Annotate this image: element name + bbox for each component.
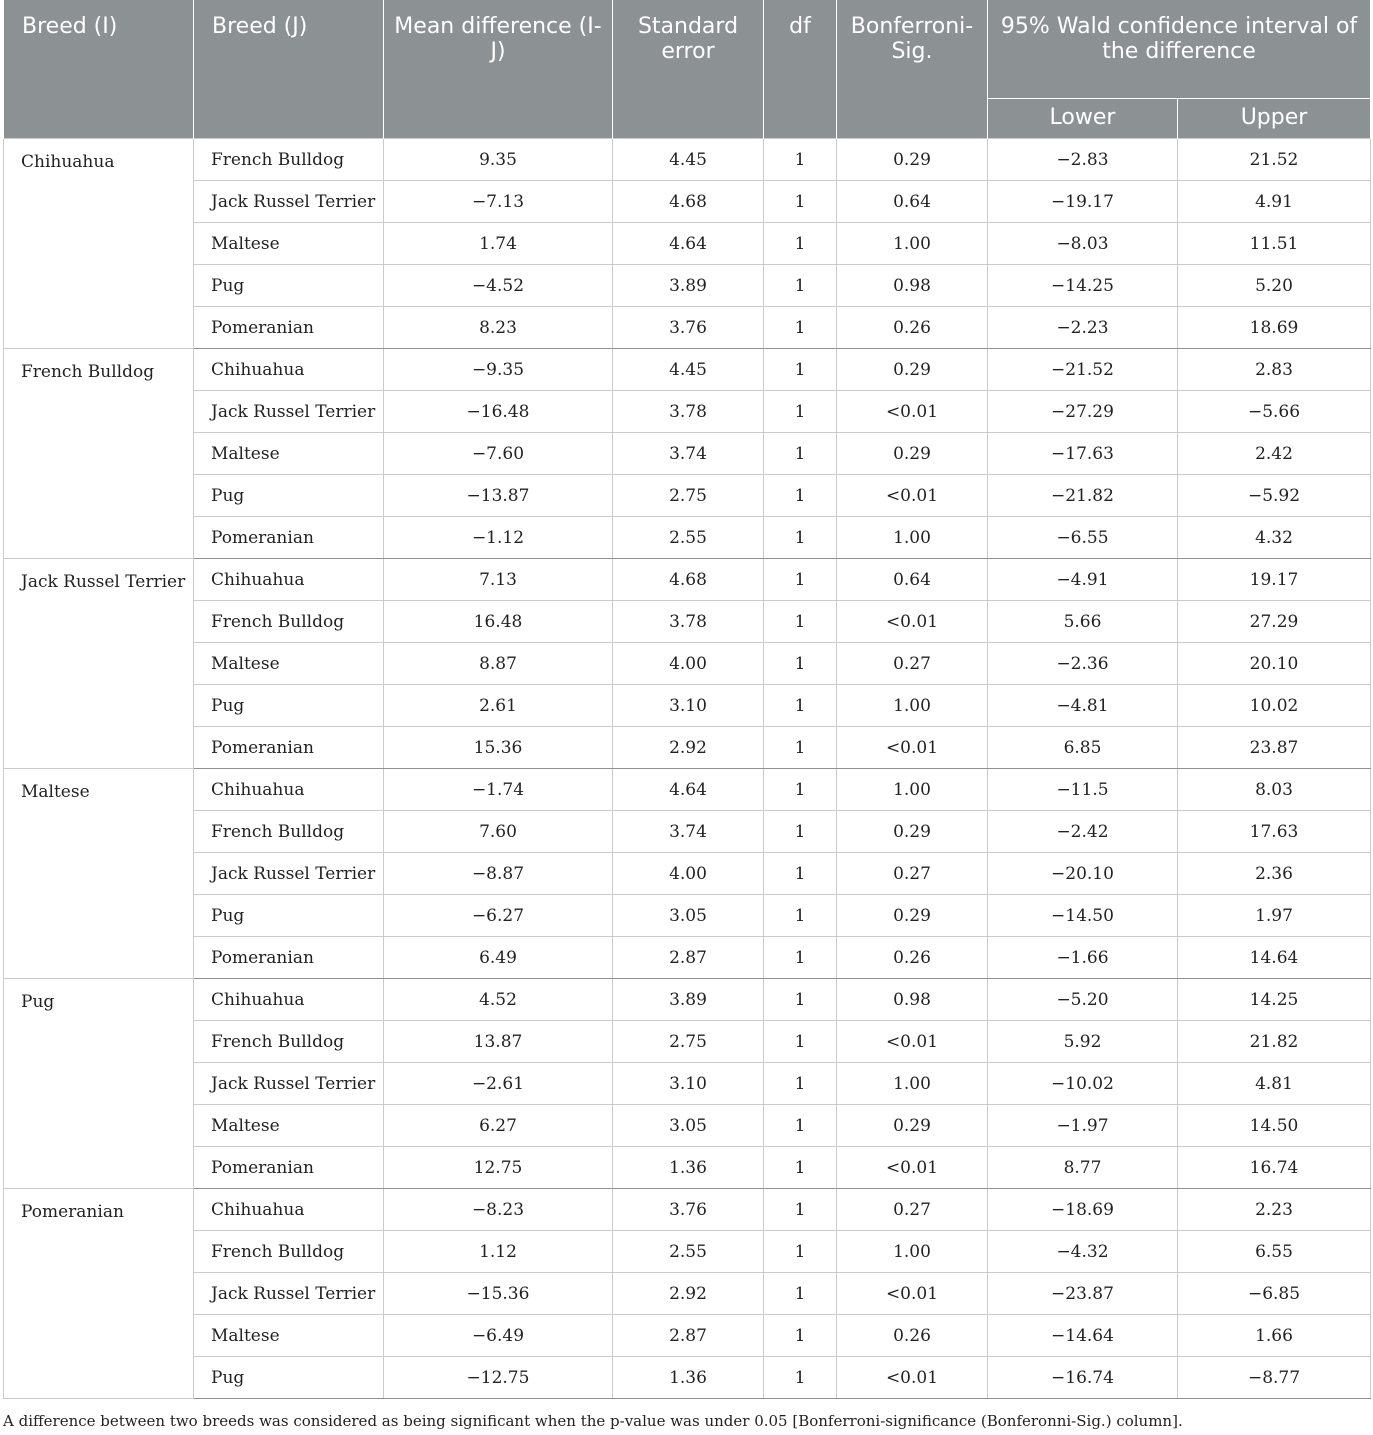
- df-cell: 1: [764, 517, 837, 559]
- table-body: [4, 139, 1371, 1399]
- breed-j-cell: French Bulldog: [194, 139, 384, 181]
- table-row: [4, 769, 1371, 811]
- breed-j-cell: Pug: [194, 895, 384, 937]
- bonferroni-sig-cell: 0.26: [837, 937, 988, 979]
- bonferroni-sig-cell: 0.29: [837, 1105, 988, 1147]
- bonferroni-sig-cell: <0.01: [837, 391, 988, 433]
- ci-upper-cell: 11.51: [1178, 223, 1371, 265]
- df-cell: 1: [764, 307, 837, 349]
- bonferroni-sig-cell: 0.29: [837, 139, 988, 181]
- standard-error-cell: 3.10: [613, 685, 764, 727]
- df-cell: 1: [764, 895, 837, 937]
- bonferroni-sig-cell: 1.00: [837, 1063, 988, 1105]
- ci-lower-cell: −20.10: [988, 853, 1178, 895]
- bonferroni-sig-cell: 0.29: [837, 349, 988, 391]
- ci-upper-cell: 2.23: [1178, 1189, 1371, 1231]
- mean-difference-cell: −9.35: [384, 349, 613, 391]
- table-row: [4, 811, 1371, 853]
- standard-error-cell: 2.75: [613, 1021, 764, 1063]
- bonferroni-sig-cell: 1.00: [837, 769, 988, 811]
- breed-j-cell: Chihuahua: [194, 559, 384, 601]
- ci-lower-cell: −8.03: [988, 223, 1178, 265]
- standard-error-cell: 3.89: [613, 265, 764, 307]
- ci-upper-cell: 2.83: [1178, 349, 1371, 391]
- mean-difference-cell: 8.87: [384, 643, 613, 685]
- header-upper: Upper: [1178, 99, 1371, 139]
- ci-upper-cell: 21.52: [1178, 139, 1371, 181]
- breed-j-cell: Jack Russel Terrier: [194, 1063, 384, 1105]
- table-row: [4, 475, 1371, 517]
- table-row: [4, 181, 1371, 223]
- ci-upper-cell: 14.64: [1178, 937, 1371, 979]
- ci-upper-cell: 21.82: [1178, 1021, 1371, 1063]
- breed-j-cell: Pomeranian: [194, 307, 384, 349]
- standard-error-cell: 1.36: [613, 1357, 764, 1399]
- df-cell: 1: [764, 559, 837, 601]
- header-breed-i: Breed (I): [4, 0, 194, 139]
- ci-lower-cell: 5.66: [988, 601, 1178, 643]
- df-cell: 1: [764, 475, 837, 517]
- standard-error-cell: 4.00: [613, 853, 764, 895]
- df-cell: 1: [764, 727, 837, 769]
- breed-j-cell: Jack Russel Terrier: [194, 391, 384, 433]
- mean-difference-cell: −13.87: [384, 475, 613, 517]
- table-row: [4, 265, 1371, 307]
- df-cell: 1: [764, 1147, 837, 1189]
- mean-difference-cell: 1.74: [384, 223, 613, 265]
- ci-upper-cell: 18.69: [1178, 307, 1371, 349]
- standard-error-cell: 2.75: [613, 475, 764, 517]
- ci-upper-cell: 5.20: [1178, 265, 1371, 307]
- standard-error-cell: 4.45: [613, 349, 764, 391]
- standard-error-cell: 3.78: [613, 601, 764, 643]
- table-row: [4, 727, 1371, 769]
- bonferroni-sig-cell: 0.29: [837, 811, 988, 853]
- mean-difference-cell: −6.27: [384, 895, 613, 937]
- breed-j-cell: Maltese: [194, 1105, 384, 1147]
- breed-j-cell: French Bulldog: [194, 811, 384, 853]
- standard-error-cell: 2.87: [613, 1315, 764, 1357]
- ci-upper-cell: 8.03: [1178, 769, 1371, 811]
- table-row: [4, 1273, 1371, 1315]
- ci-lower-cell: −21.82: [988, 475, 1178, 517]
- mean-difference-cell: −7.13: [384, 181, 613, 223]
- bonferroni-sig-cell: 0.29: [837, 433, 988, 475]
- breed-i-cell: Jack Russel Terrier: [4, 559, 194, 769]
- standard-error-cell: 3.05: [613, 1105, 764, 1147]
- mean-difference-cell: 7.13: [384, 559, 613, 601]
- ci-upper-cell: 23.87: [1178, 727, 1371, 769]
- table-row: [4, 307, 1371, 349]
- standard-error-cell: 4.64: [613, 223, 764, 265]
- ci-lower-cell: −1.97: [988, 1105, 1178, 1147]
- mean-difference-cell: 4.52: [384, 979, 613, 1021]
- mean-difference-cell: 8.23: [384, 307, 613, 349]
- table-row: [4, 391, 1371, 433]
- mean-difference-cell: −4.52: [384, 265, 613, 307]
- bonferroni-sig-cell: 0.98: [837, 265, 988, 307]
- ci-upper-cell: 10.02: [1178, 685, 1371, 727]
- bonferroni-sig-cell: <0.01: [837, 601, 988, 643]
- table-row: [4, 349, 1371, 391]
- ci-lower-cell: −19.17: [988, 181, 1178, 223]
- bonferroni-sig-cell: 0.27: [837, 643, 988, 685]
- standard-error-cell: 3.78: [613, 391, 764, 433]
- ci-upper-cell: 16.74: [1178, 1147, 1371, 1189]
- bonferroni-sig-cell: <0.01: [837, 1147, 988, 1189]
- breed-j-cell: Pomeranian: [194, 727, 384, 769]
- breed-j-cell: Chihuahua: [194, 769, 384, 811]
- mean-difference-cell: −8.23: [384, 1189, 613, 1231]
- breed-j-cell: French Bulldog: [194, 1231, 384, 1273]
- ci-lower-cell: −4.91: [988, 559, 1178, 601]
- df-cell: 1: [764, 1189, 837, 1231]
- mean-difference-cell: 16.48: [384, 601, 613, 643]
- df-cell: 1: [764, 1021, 837, 1063]
- ci-lower-cell: 6.85: [988, 727, 1178, 769]
- df-cell: 1: [764, 601, 837, 643]
- df-cell: 1: [764, 391, 837, 433]
- mean-difference-cell: 6.49: [384, 937, 613, 979]
- table-row: [4, 643, 1371, 685]
- ci-upper-cell: 27.29: [1178, 601, 1371, 643]
- bonferroni-sig-cell: 0.64: [837, 181, 988, 223]
- ci-upper-cell: 14.25: [1178, 979, 1371, 1021]
- breed-j-cell: Maltese: [194, 1315, 384, 1357]
- ci-upper-cell: 19.17: [1178, 559, 1371, 601]
- ci-lower-cell: −5.20: [988, 979, 1178, 1021]
- breed-j-cell: Pug: [194, 1357, 384, 1399]
- header-mean-difference: Mean difference (I-J): [384, 0, 613, 139]
- ci-upper-cell: 14.50: [1178, 1105, 1371, 1147]
- ci-lower-cell: −2.36: [988, 643, 1178, 685]
- breed-j-cell: Maltese: [194, 643, 384, 685]
- breed-j-cell: Pomeranian: [194, 517, 384, 559]
- standard-error-cell: 3.05: [613, 895, 764, 937]
- standard-error-cell: 2.55: [613, 517, 764, 559]
- breed-j-cell: Jack Russel Terrier: [194, 181, 384, 223]
- df-cell: 1: [764, 685, 837, 727]
- df-cell: 1: [764, 1105, 837, 1147]
- ci-upper-cell: 2.36: [1178, 853, 1371, 895]
- table-header: [4, 0, 1371, 139]
- table-row: [4, 1147, 1371, 1189]
- ci-lower-cell: −17.63: [988, 433, 1178, 475]
- header-standard-error: Standard error: [613, 0, 764, 139]
- bonferroni-sig-cell: 0.64: [837, 559, 988, 601]
- ci-lower-cell: −27.29: [988, 391, 1178, 433]
- mean-difference-cell: −2.61: [384, 1063, 613, 1105]
- table-row: [4, 1357, 1371, 1399]
- ci-lower-cell: −2.42: [988, 811, 1178, 853]
- ci-upper-cell: −6.85: [1178, 1273, 1371, 1315]
- header-breed-j: Breed (J): [194, 0, 384, 139]
- ci-upper-cell: 1.97: [1178, 895, 1371, 937]
- mean-difference-cell: 12.75: [384, 1147, 613, 1189]
- df-cell: 1: [764, 811, 837, 853]
- table-row: [4, 1021, 1371, 1063]
- bonferroni-sig-cell: 1.00: [837, 223, 988, 265]
- breed-j-cell: Pomeranian: [194, 1147, 384, 1189]
- df-cell: 1: [764, 1231, 837, 1273]
- ci-lower-cell: −21.52: [988, 349, 1178, 391]
- df-cell: 1: [764, 1063, 837, 1105]
- table-row: [4, 853, 1371, 895]
- df-cell: 1: [764, 769, 837, 811]
- breed-j-cell: Pug: [194, 685, 384, 727]
- table-row: [4, 139, 1371, 181]
- breed-j-cell: Chihuahua: [194, 349, 384, 391]
- breed-j-cell: Maltese: [194, 433, 384, 475]
- standard-error-cell: 3.74: [613, 433, 764, 475]
- mean-difference-cell: −16.48: [384, 391, 613, 433]
- bonferroni-sig-cell: 1.00: [837, 685, 988, 727]
- standard-error-cell: 3.89: [613, 979, 764, 1021]
- bonferroni-sig-cell: <0.01: [837, 727, 988, 769]
- bonferroni-sig-cell: 0.27: [837, 853, 988, 895]
- standard-error-cell: 1.36: [613, 1147, 764, 1189]
- ci-lower-cell: −4.81: [988, 685, 1178, 727]
- ci-lower-cell: −10.02: [988, 1063, 1178, 1105]
- table-row: [4, 1315, 1371, 1357]
- bonferroni-sig-cell: 0.29: [837, 895, 988, 937]
- mean-difference-cell: −8.87: [384, 853, 613, 895]
- standard-error-cell: 3.76: [613, 307, 764, 349]
- df-cell: 1: [764, 979, 837, 1021]
- bonferroni-sig-cell: <0.01: [837, 1021, 988, 1063]
- df-cell: 1: [764, 643, 837, 685]
- ci-lower-cell: −14.64: [988, 1315, 1178, 1357]
- standard-error-cell: 2.87: [613, 937, 764, 979]
- breed-j-cell: French Bulldog: [194, 1021, 384, 1063]
- ci-upper-cell: 2.42: [1178, 433, 1371, 475]
- table-row: [4, 1105, 1371, 1147]
- table-row: [4, 601, 1371, 643]
- breed-j-cell: Pomeranian: [194, 937, 384, 979]
- df-cell: 1: [764, 139, 837, 181]
- mean-difference-cell: 1.12: [384, 1231, 613, 1273]
- breed-i-cell: Pomeranian: [4, 1189, 194, 1399]
- bonferroni-sig-cell: 0.26: [837, 1315, 988, 1357]
- df-cell: 1: [764, 349, 837, 391]
- df-cell: 1: [764, 937, 837, 979]
- ci-lower-cell: −4.32: [988, 1231, 1178, 1273]
- table-row: [4, 223, 1371, 265]
- bonferroni-sig-cell: 1.00: [837, 1231, 988, 1273]
- header-df: df: [764, 0, 837, 139]
- header-confidence-interval: 95% Wald confidence interval of the difference: [988, 0, 1371, 99]
- comparison-table: [3, 0, 1371, 1399]
- ci-lower-cell: −11.5: [988, 769, 1178, 811]
- table-row: [4, 433, 1371, 475]
- table-row: [4, 517, 1371, 559]
- breed-j-cell: Jack Russel Terrier: [194, 853, 384, 895]
- standard-error-cell: 3.74: [613, 811, 764, 853]
- breed-j-cell: Jack Russel Terrier: [194, 1273, 384, 1315]
- bonferroni-sig-cell: 1.00: [837, 517, 988, 559]
- breed-j-cell: Chihuahua: [194, 979, 384, 1021]
- header-lower: Lower: [988, 99, 1178, 139]
- ci-lower-cell: −23.87: [988, 1273, 1178, 1315]
- standard-error-cell: 4.64: [613, 769, 764, 811]
- df-cell: 1: [764, 223, 837, 265]
- mean-difference-cell: −7.60: [384, 433, 613, 475]
- mean-difference-cell: 15.36: [384, 727, 613, 769]
- table-row: [4, 1189, 1371, 1231]
- bonferroni-sig-cell: 0.27: [837, 1189, 988, 1231]
- standard-error-cell: 4.45: [613, 139, 764, 181]
- ci-lower-cell: −14.50: [988, 895, 1178, 937]
- ci-upper-cell: −5.92: [1178, 475, 1371, 517]
- ci-lower-cell: −6.55: [988, 517, 1178, 559]
- header-bonferroni-sig: Bonferroni-Sig.: [837, 0, 988, 139]
- table-row: [4, 685, 1371, 727]
- breed-j-cell: French Bulldog: [194, 601, 384, 643]
- breed-i-cell: Chihuahua: [4, 139, 194, 349]
- breed-i-cell: Pug: [4, 979, 194, 1189]
- standard-error-cell: 3.76: [613, 1189, 764, 1231]
- table-row: [4, 895, 1371, 937]
- bonferroni-sig-cell: <0.01: [837, 475, 988, 517]
- ci-lower-cell: −14.25: [988, 265, 1178, 307]
- table-row: [4, 1063, 1371, 1105]
- ci-lower-cell: 8.77: [988, 1147, 1178, 1189]
- ci-lower-cell: −16.74: [988, 1357, 1178, 1399]
- table-row: [4, 559, 1371, 601]
- mean-difference-cell: 7.60: [384, 811, 613, 853]
- table-row: [4, 937, 1371, 979]
- bonferroni-sig-cell: <0.01: [837, 1273, 988, 1315]
- df-cell: 1: [764, 1315, 837, 1357]
- ci-upper-cell: 4.32: [1178, 517, 1371, 559]
- breed-i-cell: French Bulldog: [4, 349, 194, 559]
- mean-difference-cell: −1.74: [384, 769, 613, 811]
- ci-upper-cell: 6.55: [1178, 1231, 1371, 1273]
- breed-i-cell: Maltese: [4, 769, 194, 979]
- table-row: [4, 1231, 1371, 1273]
- ci-upper-cell: 20.10: [1178, 643, 1371, 685]
- bonferroni-sig-cell: 0.98: [837, 979, 988, 1021]
- df-cell: 1: [764, 433, 837, 475]
- standard-error-cell: 4.68: [613, 559, 764, 601]
- standard-error-cell: 3.10: [613, 1063, 764, 1105]
- df-cell: 1: [764, 265, 837, 307]
- ci-lower-cell: −2.23: [988, 307, 1178, 349]
- mean-difference-cell: 6.27: [384, 1105, 613, 1147]
- mean-difference-cell: −15.36: [384, 1273, 613, 1315]
- ci-upper-cell: −5.66: [1178, 391, 1371, 433]
- ci-upper-cell: 17.63: [1178, 811, 1371, 853]
- ci-upper-cell: −8.77: [1178, 1357, 1371, 1399]
- ci-upper-cell: 1.66: [1178, 1315, 1371, 1357]
- standard-error-cell: 4.00: [613, 643, 764, 685]
- ci-lower-cell: −18.69: [988, 1189, 1178, 1231]
- ci-upper-cell: 4.91: [1178, 181, 1371, 223]
- table-footnote: A difference between two breeds was considered as being significant when the p-value was under 0.05 [Bonferroni-significance (Bonferonni-Sig.) column].: [3, 1412, 1183, 1430]
- mean-difference-cell: 9.35: [384, 139, 613, 181]
- df-cell: 1: [764, 1357, 837, 1399]
- breed-j-cell: Pug: [194, 265, 384, 307]
- mean-difference-cell: 2.61: [384, 685, 613, 727]
- mean-difference-cell: −6.49: [384, 1315, 613, 1357]
- ci-lower-cell: −2.83: [988, 139, 1178, 181]
- standard-error-cell: 4.68: [613, 181, 764, 223]
- df-cell: 1: [764, 181, 837, 223]
- mean-difference-cell: −1.12: [384, 517, 613, 559]
- df-cell: 1: [764, 1273, 837, 1315]
- breed-j-cell: Chihuahua: [194, 1189, 384, 1231]
- ci-lower-cell: −1.66: [988, 937, 1178, 979]
- standard-error-cell: 2.92: [613, 1273, 764, 1315]
- mean-difference-cell: −12.75: [384, 1357, 613, 1399]
- breed-j-cell: Pug: [194, 475, 384, 517]
- ci-lower-cell: 5.92: [988, 1021, 1178, 1063]
- breed-j-cell: Maltese: [194, 223, 384, 265]
- standard-error-cell: 2.92: [613, 727, 764, 769]
- bonferroni-sig-cell: <0.01: [837, 1357, 988, 1399]
- standard-error-cell: 2.55: [613, 1231, 764, 1273]
- bonferroni-sig-cell: 0.26: [837, 307, 988, 349]
- mean-difference-cell: 13.87: [384, 1021, 613, 1063]
- df-cell: 1: [764, 853, 837, 895]
- ci-upper-cell: 4.81: [1178, 1063, 1371, 1105]
- table-row: [4, 979, 1371, 1021]
